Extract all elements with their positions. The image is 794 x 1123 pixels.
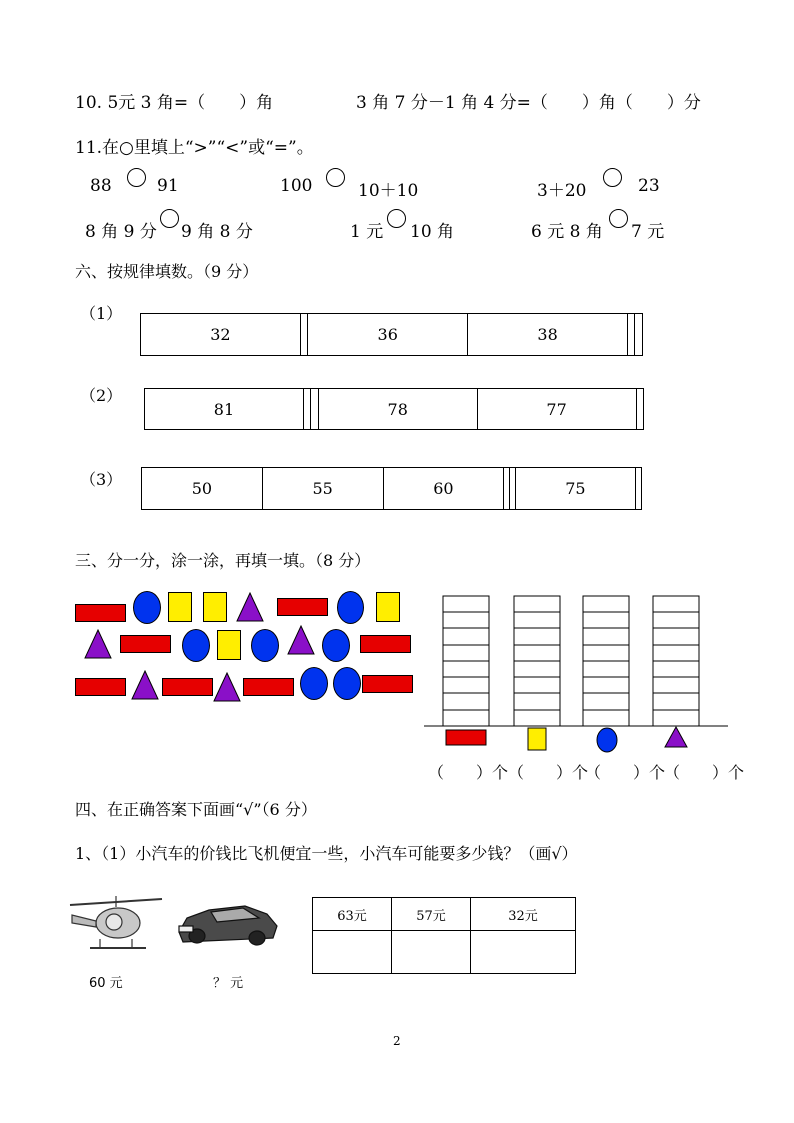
compare-a: 3＋20 (537, 181, 587, 201)
count-column (583, 596, 629, 726)
q11-title: 11.在○里填上“>”“<”或“=”。 (75, 138, 314, 158)
answer-cell[interactable] (471, 931, 576, 974)
count-column (514, 596, 560, 726)
q10-right: 3 角 7 分－1 角 4 分=（ ）角（ ）分 (356, 93, 701, 113)
car-price: ？ 元 (213, 976, 244, 991)
compare-circle[interactable] (127, 168, 146, 187)
compare-a: 1 元 (350, 222, 384, 242)
seq-cell: 77 (477, 389, 636, 430)
compare-circle[interactable] (160, 209, 179, 228)
red-rectangle[interactable] (360, 635, 411, 653)
section3-title: 三、分一分，涂一涂，再填一填。（8 分） (75, 551, 371, 570)
compare-b: 7 元 (631, 222, 665, 242)
plane-price: 60 元 (89, 976, 123, 991)
compare-b: 10＋10 (358, 181, 419, 201)
yellow-square[interactable] (203, 592, 227, 622)
legend-square (528, 728, 546, 750)
price-options-table (312, 897, 576, 974)
blue-circle[interactable] (133, 591, 161, 624)
seq-cell: 50 (142, 468, 263, 510)
sequence-table-3 (141, 467, 642, 510)
seq-cell-blank[interactable] (636, 468, 642, 510)
count-blank[interactable]: （ ）个 (585, 763, 666, 782)
red-rectangle[interactable] (75, 678, 126, 696)
purple-triangle[interactable] (213, 672, 241, 702)
legend-rectangle (446, 730, 486, 745)
red-rectangle[interactable] (75, 604, 126, 622)
red-rectangle[interactable] (362, 675, 413, 693)
compare-a: 100 (280, 176, 313, 196)
compare-a: 8 角 9 分 (85, 222, 157, 242)
count-graph (420, 590, 732, 760)
compare-b: 23 (638, 176, 660, 196)
yellow-square[interactable] (168, 592, 192, 622)
blue-circle[interactable] (337, 591, 364, 624)
seq-cell: 36 (308, 314, 468, 356)
yellow-square[interactable] (376, 592, 400, 622)
count-blank[interactable]: （ ）个 (428, 763, 509, 782)
sequence-table-2 (144, 388, 644, 430)
compare-circle[interactable] (609, 209, 628, 228)
red-rectangle[interactable] (120, 635, 171, 653)
compare-a: 88 (90, 176, 112, 196)
compare-circle[interactable] (387, 209, 406, 228)
seq-cell-blank[interactable] (300, 314, 307, 356)
seq-cell: 38 (468, 314, 628, 356)
price-option: 57元 (392, 898, 471, 931)
row-label: （2） (80, 386, 123, 405)
price-option: 32元 (471, 898, 576, 931)
legend-triangle (665, 727, 687, 747)
seq-cell-blank[interactable] (635, 314, 643, 356)
seq-cell-blank[interactable] (303, 389, 310, 430)
seq-cell: 32 (141, 314, 301, 356)
row-label: （3） (80, 470, 123, 489)
section6-title: 六、按规律填数。（9 分） (75, 262, 259, 281)
purple-triangle[interactable] (131, 670, 159, 700)
row-label: （1） (80, 304, 123, 323)
legend-circle (597, 728, 617, 752)
seq-cell-blank[interactable] (311, 389, 318, 430)
seq-cell: 55 (262, 468, 383, 510)
sequence-table-1 (140, 313, 643, 356)
purple-triangle[interactable] (287, 625, 315, 655)
red-rectangle[interactable] (243, 678, 294, 696)
compare-b: 10 角 (410, 222, 455, 242)
blue-circle[interactable] (251, 629, 279, 662)
seq-cell: 81 (145, 389, 304, 430)
seq-cell: 75 (515, 468, 636, 510)
seq-cell-blank[interactable] (628, 314, 635, 356)
seq-cell: 78 (318, 389, 477, 430)
count-blank[interactable]: （ ）个 (664, 763, 745, 782)
seq-cell-blank[interactable] (636, 389, 643, 430)
yellow-square[interactable] (217, 630, 241, 660)
compare-circle[interactable] (326, 168, 345, 187)
blue-circle[interactable] (182, 629, 210, 662)
blue-circle[interactable] (322, 629, 350, 662)
purple-triangle[interactable] (84, 629, 112, 659)
price-option: 63元 (313, 898, 392, 931)
compare-b: 91 (157, 176, 179, 196)
page-number: 2 (393, 1034, 401, 1048)
compare-b: 9 角 8 分 (181, 222, 253, 242)
car-picture (173, 896, 281, 954)
section4-title: 四、在正确答案下面画“√”（6 分） (75, 800, 317, 819)
purple-triangle[interactable] (236, 592, 264, 622)
seq-cell: 60 (383, 468, 504, 510)
compare-circle[interactable] (603, 168, 622, 187)
compare-a: 6 元 8 角 (531, 222, 603, 242)
count-column (443, 596, 489, 726)
blue-circle[interactable] (333, 667, 361, 700)
answer-cell[interactable] (392, 931, 471, 974)
helicopter-picture (66, 893, 166, 955)
section4-question: 1、（1）小汽车的价钱比飞机便宜一些，小汽车可能要多少钱？（画√） (75, 844, 578, 863)
count-blank[interactable]: （ ）个 (508, 763, 589, 782)
answer-cell[interactable] (313, 931, 392, 974)
blue-circle[interactable] (300, 667, 328, 700)
q10-left: 10. 5元 3 角=（ ）角 (75, 93, 274, 113)
red-rectangle[interactable] (277, 598, 328, 616)
count-column (653, 596, 699, 726)
red-rectangle[interactable] (162, 678, 213, 696)
